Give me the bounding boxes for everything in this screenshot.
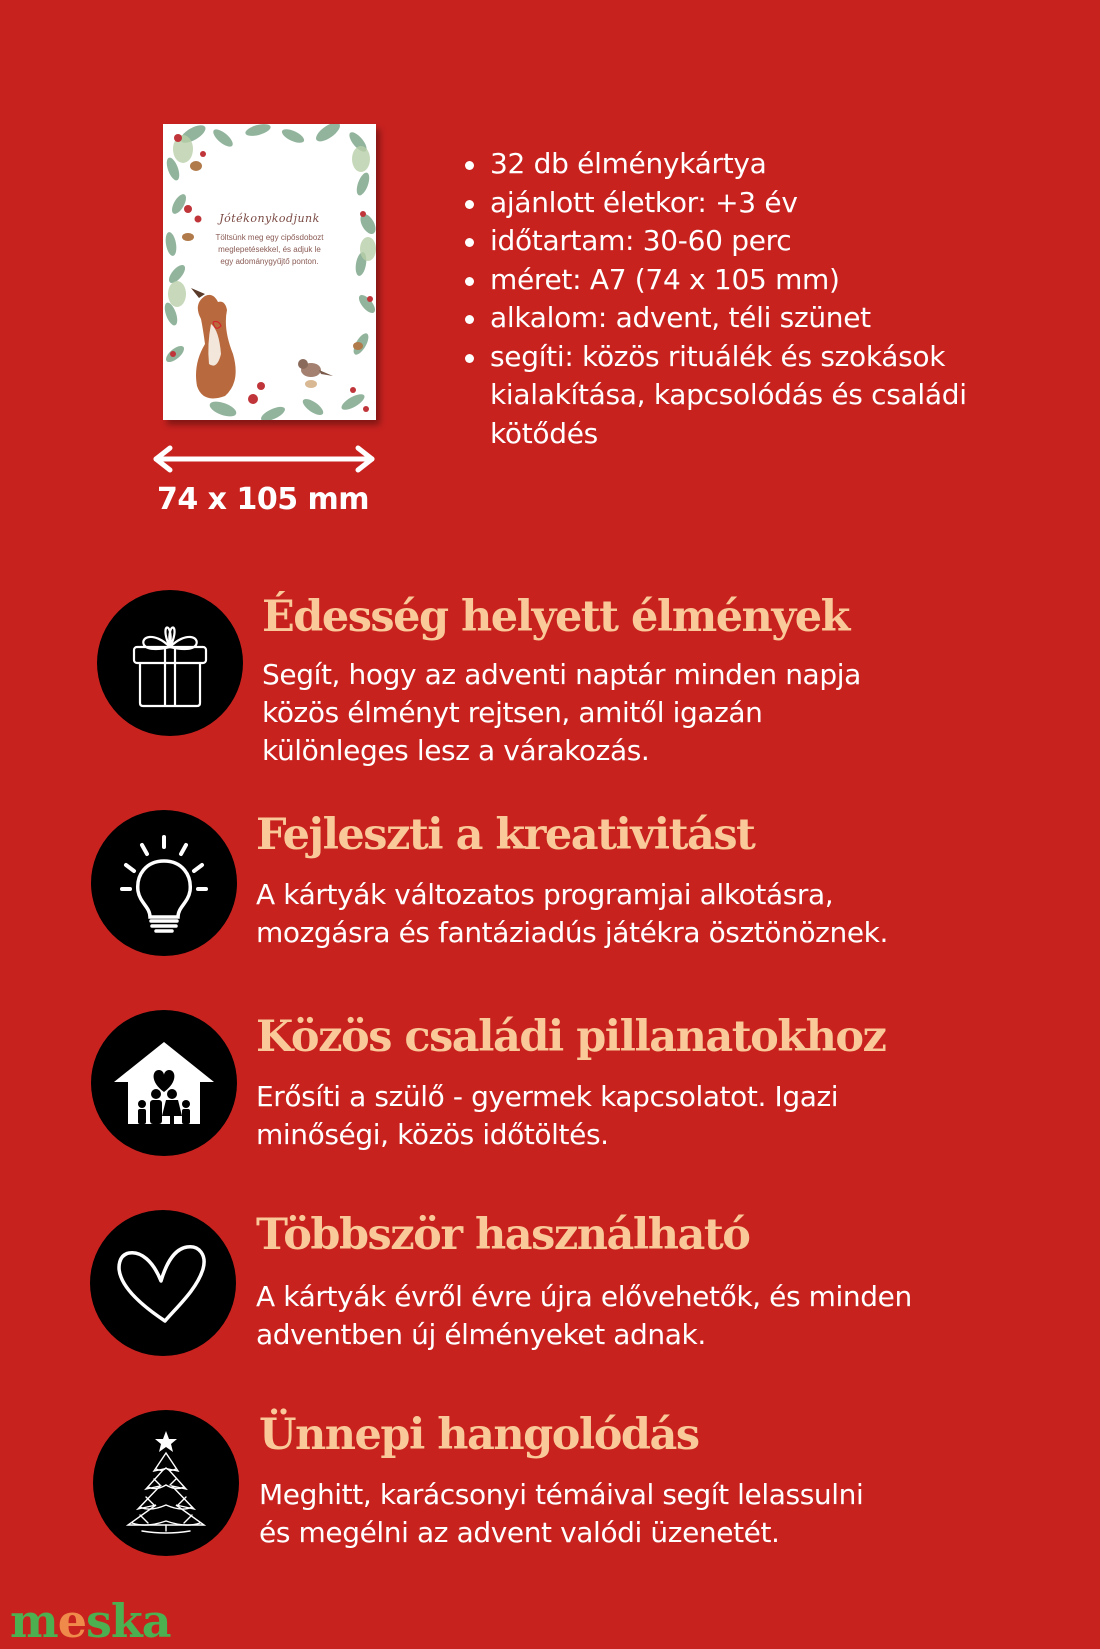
meska-logo <box>10 1594 171 1648</box>
spec-item: méret: A7 (74 x 105 mm) <box>462 261 1082 300</box>
spec-item: időtartam: 30-60 perc <box>462 222 1082 261</box>
feature-title: Fejleszti a kreativitást <box>256 810 755 860</box>
card-text-line: egy adománygyűjtő ponton. <box>220 257 319 266</box>
size-caption: 74 x 105 mm <box>156 482 370 517</box>
feature-body-line: különleges lesz a várakozás. <box>262 734 650 767</box>
product-card-image <box>163 124 376 420</box>
heart-icon-badge <box>90 1210 236 1356</box>
feature-body-line: A kártyák évről évre újra elővehetők, és minden <box>256 1280 912 1313</box>
logo-text-accent: e <box>57 1594 86 1648</box>
lightbulb-icon-badge <box>91 810 237 956</box>
feature-body-line: közös élményt rejtsen, amitől igazán <box>262 696 763 729</box>
christmas-tree-icon-badge <box>93 1410 239 1556</box>
feature-body-line: Segít, hogy az adventi naptár minden napja <box>262 658 861 691</box>
spec-item: 32 db élménykártya <box>462 145 1082 184</box>
gift-icon-badge <box>97 590 243 736</box>
feature-title: Többször használható <box>256 1210 750 1260</box>
feature-body <box>259 1476 1059 1552</box>
feature-body <box>256 1278 1056 1354</box>
card-text-line: Töltsünk meg egy cipősdobozt <box>215 233 324 242</box>
spec-item: alkalom: advent, téli szünet <box>462 299 1082 338</box>
feature-body <box>262 656 1062 770</box>
card-title: Jótékonykodjunk <box>219 212 320 225</box>
family-house-icon <box>112 1040 216 1126</box>
lightbulb-icon <box>116 833 212 933</box>
logo-text-end: ska <box>85 1594 171 1648</box>
feature-body-line: Erősíti a szülő - gyermek kapcsolatot. Igazi <box>256 1080 839 1113</box>
feature-body-line: Meghitt, karácsonyi témáival segít lelassulni <box>259 1478 864 1511</box>
feature-body-line: adventben új élményeket adnak. <box>256 1318 706 1351</box>
card-text-line: meglepetésekkel, és adjuk le <box>218 245 321 254</box>
feature-body <box>256 876 1056 952</box>
feature-body-line: mozgásra és fantáziadús játékra ösztönöznek. <box>256 916 888 949</box>
feature-body-line: és megélni az advent valódi üzenetét. <box>259 1516 780 1549</box>
double-arrow-icon <box>150 444 378 474</box>
feature-title: Édesség helyett élmények <box>262 592 849 642</box>
family-house-icon-badge <box>91 1010 237 1156</box>
feature-body-line: minőségi, közös időtöltés. <box>256 1118 609 1151</box>
feature-body-line: A kártyák változatos programjai alkotásra, <box>256 878 834 911</box>
gift-icon <box>128 617 212 709</box>
feature-title: Közös családi pillanatokhoz <box>256 1012 886 1062</box>
logo-text-start: m <box>10 1594 58 1648</box>
spec-item: ajánlott életkor: +3 év <box>462 184 1082 223</box>
spec-item: segíti: közös rituálék és szokások kialakítása, kapcsolódás és családi kötődés <box>462 338 1082 454</box>
christmas-tree-icon <box>124 1431 208 1535</box>
heart-icon <box>117 1243 209 1323</box>
feature-title: Ünnepi hangolódás <box>259 1410 699 1460</box>
card-text <box>191 232 348 268</box>
feature-body <box>256 1078 1056 1154</box>
spec-list <box>462 145 1082 453</box>
card-leaf-decoration <box>163 124 376 420</box>
